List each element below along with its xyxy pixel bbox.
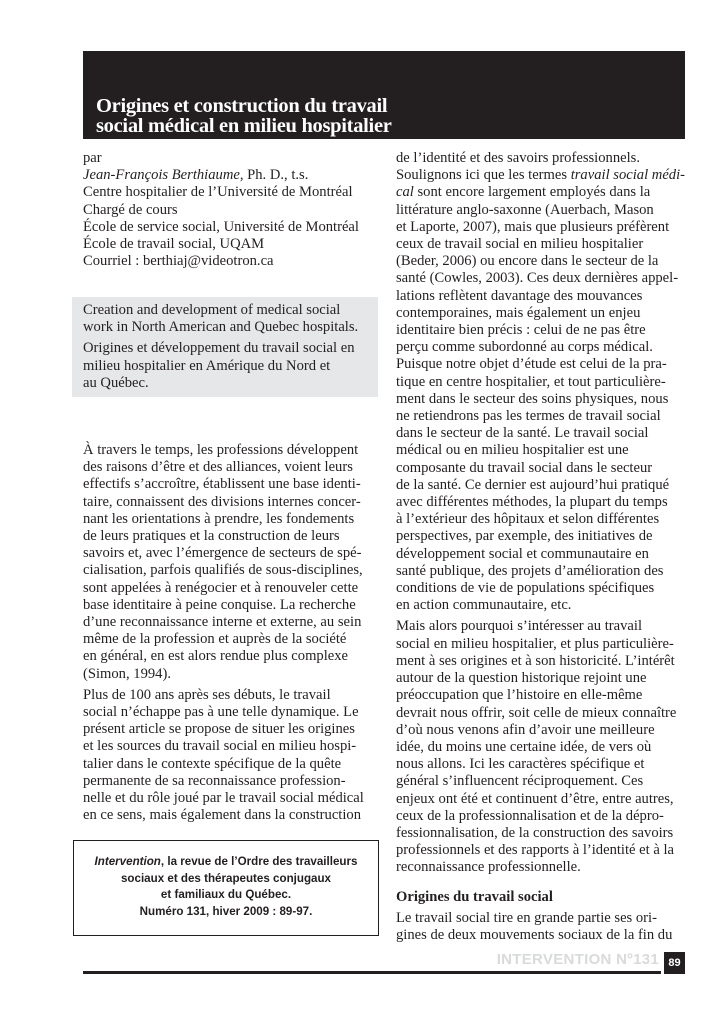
text-line: sont appelées à renégocier et à renouveler cette xyxy=(83,579,359,596)
citation-line: sociaux et des thérapeutes conjugaux xyxy=(120,871,332,885)
journal-name: Intervention xyxy=(94,855,161,868)
journal-footer-label: INTERVENTION Nº131 xyxy=(496,951,659,968)
english-title xyxy=(83,302,378,336)
text-line: perçu comme subordonné au corps médical. xyxy=(396,339,653,356)
text-line: Mais alors pourquoi s’intéresser au travail xyxy=(396,618,642,635)
text-line: en action communautaire, etc. xyxy=(396,597,572,614)
text-line: de la santé. Ce dernier est aujourd’hui pratiqué xyxy=(396,476,670,493)
affiliation: Chargé de cours xyxy=(83,201,178,218)
title-line: Origines et construction du travail xyxy=(96,95,388,117)
text-line: santé (Cowles, 2003). Ces deux dernières appel- xyxy=(396,270,679,287)
author-name: Jean-François Berthiaume xyxy=(83,167,240,184)
english-title-line: Creation and development of medical social xyxy=(83,302,341,318)
abstract-box xyxy=(72,297,378,397)
text-line: effectifs s’accroître, établissent une base identi- xyxy=(83,476,361,493)
title-line: social médical en milieu hospitalier xyxy=(96,115,392,137)
affiliation: École de travail social, UQAM xyxy=(83,236,265,253)
english-title-line: work in North American and Quebec hospitals. xyxy=(83,319,359,336)
byline-author-line xyxy=(83,167,373,184)
text-line: d’où nous venons afin d’avoir une meilleure xyxy=(396,721,655,738)
text-line: avec différentes méthodes, la plupart du temps xyxy=(396,494,668,511)
italic-term: travail social médi- xyxy=(570,167,686,184)
text-line: nous allons. Ici les caractères spécifique et xyxy=(396,756,645,773)
section-heading: Origines du travail social xyxy=(396,888,553,905)
text-line: idée, du moins une certaine idée, de vers où xyxy=(396,738,652,755)
text-line: de l’identité et des savoirs professionnels. xyxy=(396,150,640,166)
paragraph xyxy=(396,910,686,944)
text-line: taire, connaissent des divisions internes concer- xyxy=(83,493,361,510)
citation-text: , la revue de l’Ordre des travailleurs xyxy=(160,855,358,868)
text-line xyxy=(396,167,686,184)
text-line: permanente de sa reconnaissance profession- xyxy=(83,772,346,789)
french-title-line: au Québec. xyxy=(83,374,149,391)
citation-line: et familiaux du Québec. xyxy=(160,888,292,901)
text-line: conditions de vie de populations spécifiques xyxy=(396,580,655,597)
text-line: Puisque notre objet d’étude est celui de la pra- xyxy=(396,356,667,373)
paragraph xyxy=(396,150,686,614)
text-line: nelle et du rôle joué par le travail social médical xyxy=(83,790,364,807)
text-line: des raisons d’être et des alliances, voient leurs xyxy=(83,459,353,476)
text-line: préoccupation que l’histoire en elle-même xyxy=(396,687,643,704)
page-number: 89 xyxy=(664,952,685,974)
text-line: ceux de travail social en milieu hospitalier xyxy=(396,236,644,253)
text-line: développement social et communautaire en xyxy=(396,545,649,562)
text-line: médical ou en milieu hospitalier est une xyxy=(396,442,629,459)
text-line: tique en centre hospitalier, et tout particulière- xyxy=(396,373,666,390)
text-line: cialisation, parfois qualifiés de sous-disciplines, xyxy=(83,562,363,579)
text-line: en général, en est alors rendue plus complexe xyxy=(83,648,349,665)
text-line: social en milieu hospitalier, et plus particulière- xyxy=(396,635,674,652)
text-line: et Laporte, 2007), mais que plusieurs préfèrent xyxy=(396,218,670,235)
text-line: devrait nous offrir, soit celle de mieux connaître xyxy=(396,704,677,721)
text-line: social n’échappe pas à une telle dynamique. Le xyxy=(83,704,359,721)
text-line: littérature anglo-saxonne (Auerbach, Mason xyxy=(396,201,654,218)
text-line: dans le secteur de la santé. Le travail social xyxy=(396,425,649,442)
text-line: savoirs et, avec l’émergence de secteurs de spé- xyxy=(83,545,362,562)
title-band xyxy=(83,51,685,139)
text-line: professionnels et des rapports à l’identité et à la xyxy=(396,842,675,859)
text-line: ceux de la professionnalisation et de la dépro- xyxy=(396,807,664,824)
right-column-body xyxy=(396,150,686,944)
text-line: Le travail social tire en grande partie ses ori- xyxy=(396,909,657,926)
footer-rule xyxy=(83,971,661,974)
french-title-line: milieu hospitalier en Amérique du Nord et xyxy=(83,357,331,374)
affiliation: Centre hospitalier de l’Université de Montréal xyxy=(83,184,353,201)
text-line: ne retiendrons pas les termes de travail social xyxy=(396,408,661,425)
text-line: fessionnalisation, de la construction des savoirs xyxy=(396,824,674,841)
text-line: enjeux ont été et continuent d’être, entre autres, xyxy=(396,790,674,807)
affiliation: École de service social, Université de Montréal xyxy=(83,218,359,235)
text-span: Soulignons ici que les termes xyxy=(396,167,571,184)
text-line: lations reflètent davantage des mouvances xyxy=(396,287,643,304)
left-column-body xyxy=(83,442,373,824)
citation-line xyxy=(74,854,378,871)
text-line: talier dans le contexte spécifique de la quête xyxy=(83,755,342,772)
author-email: Courriel : berthiaj@videotron.ca xyxy=(83,253,274,270)
citation-box xyxy=(73,840,379,936)
text-line: général s’influencent réciproquement. Ces xyxy=(396,773,644,790)
author-credentials: , Ph. D., t.s. xyxy=(239,167,309,184)
text-line xyxy=(396,184,686,201)
text-line: d’une reconnaissance interne et externe, au sein xyxy=(83,614,362,631)
text-line: en ce sens, mais également dans la construction xyxy=(83,807,362,824)
article-title xyxy=(96,96,392,136)
byline xyxy=(83,150,373,270)
text-line: autour de la question historique rejoint une xyxy=(396,670,647,687)
text-line: ment à ses origines et à son historicité. L’intérêt xyxy=(396,652,675,669)
text-line: santé publique, des projets d’amélioration des xyxy=(396,562,664,579)
text-line: de leurs pratiques et la construction de leurs xyxy=(83,528,340,545)
text-line: À travers le temps, les professions développent xyxy=(83,442,359,458)
text-line: (Beder, 2006) ou encore dans le secteur de la xyxy=(396,253,659,270)
text-span: sont encore largement employés dans la xyxy=(413,184,651,201)
text-line: et les sources du travail social en milieu hospi- xyxy=(83,738,357,755)
text-line: base identitaire à peine conquise. La recherche xyxy=(83,596,356,613)
text-line: ment dans le secteur des soins physiques, nous xyxy=(396,390,669,407)
text-line: Plus de 100 ans après ses débuts, le travail xyxy=(83,686,331,703)
italic-term: cal xyxy=(396,184,414,201)
text-line: perspectives, par exemple, des initiatives de xyxy=(396,528,653,545)
text-line: reconnaissance professionnelle. xyxy=(396,859,581,876)
citation-issue: Numéro 131, hiver 2009 : 89-97. xyxy=(139,904,313,918)
text-line: identitaire bien précis : celui de ne pas être xyxy=(396,322,646,339)
french-title-line: Origines et développement du travail social en xyxy=(83,340,355,357)
text-line: même de la profession et auprès de la société xyxy=(83,631,347,648)
paragraph xyxy=(83,687,373,825)
text-line: contemporaines, mais également un enjeu xyxy=(396,304,641,321)
byline-par: par xyxy=(83,150,102,166)
text-line: à l’extérieur des hôpitaux et selon différentes xyxy=(396,511,660,528)
text-line: gines de deux mouvements sociaux de la fin du xyxy=(396,926,673,943)
text-line: (Simon, 1994). xyxy=(83,665,171,682)
text-line: nant les orientations à prendre, les fondements xyxy=(83,510,355,527)
text-line: composante du travail social dans le secteur xyxy=(396,459,653,476)
text-line: présent article se propose de situer les origines xyxy=(83,721,355,738)
paragraph xyxy=(83,442,373,683)
french-title xyxy=(83,340,378,392)
paragraph xyxy=(396,618,686,876)
